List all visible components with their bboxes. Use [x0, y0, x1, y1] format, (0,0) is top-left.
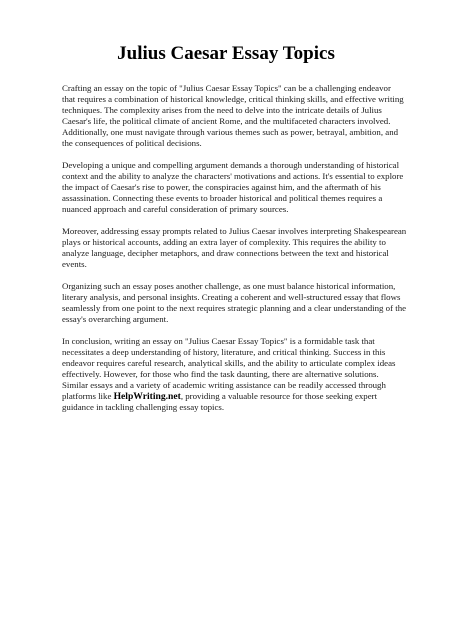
document-body [62, 83, 407, 424]
helpwriting-link[interactable]: HelpWriting.net [113, 391, 181, 402]
text-line: assassination. Connecting these events to broader historical and political themes requires a [62, 193, 383, 203]
text-line: the consequences of political decisions. [62, 138, 202, 148]
text-line: effectively. However, for those who find the task daunting, there are alternative solutions. [62, 369, 379, 379]
text-line: Additionally, one must navigate through various themes such as power, betrayal, ambition, and [62, 127, 399, 137]
link-line-prefix: platforms like [62, 391, 114, 401]
text-line: essay's overarching argument. [62, 314, 169, 324]
paragraph-1 [62, 83, 404, 149]
text-line: context and the ability to analyze the characters' motivations and actions. It's essential to explore [62, 171, 404, 181]
text-line: Crafting an essay on the topic of "Julius Caesar Essay Topics" can be a challenging endeavor [62, 83, 391, 93]
text-line: the impact of Caesar's rise to power, the conspiracies against him, and the aftermath of his [62, 182, 381, 192]
paragraph-2 [62, 160, 404, 215]
text-line: plays or historical accounts, adding an extra layer of complexity. This requires the ability to [62, 237, 386, 247]
text-line: necessitates a deep understanding of history, literature, and critical thinking. Success in this [62, 347, 386, 357]
text-line: Developing a unique and compelling argument demands a thorough understanding of historical [62, 160, 400, 170]
paragraph-4 [62, 281, 407, 325]
text-line: seamlessly from one point to the next requires strategic planning and a clear understanding of the [62, 303, 407, 313]
text-line: nuanced approach and careful consideration of primary sources. [62, 204, 289, 214]
text-line: analyze language, decipher metaphors, and draw connections between the text and historical [62, 248, 389, 258]
text-line: Similar essays and a variety of academic writing assistance can be readily accessed through [62, 380, 386, 390]
page-title: Julius Caesar Essay Topics [117, 43, 335, 64]
text-line: techniques. The complexity arises from the need to delve into the intricate details of Julius [62, 105, 382, 115]
link-line [62, 391, 394, 402]
text-line: Organizing such an essay poses another challenge, as one must balance historical information, [62, 281, 396, 291]
link-line-suffix: , providing a valuable resource for those seeking expert [180, 391, 378, 401]
text-line: that requires a combination of historical knowledge, critical thinking skills, and effective writing [62, 94, 404, 104]
text-line: guidance in tackling challenging essay topics. [62, 402, 225, 412]
text-line: In conclusion, writing an essay on "Julius Caesar Essay Topics" is a formidable task that [62, 336, 375, 346]
text-line: Caesar's life, the political climate of ancient Rome, and the multifaceted characters involved. [62, 116, 391, 126]
paragraph-3 [62, 226, 407, 270]
conclusion-paragraph [62, 336, 394, 413]
text-line: events. [62, 259, 87, 269]
text-line: Moreover, addressing essay prompts related to Julius Caesar involves interpreting Shakespearean [62, 226, 407, 236]
text-line: endeavor requires careful research, analytical skills, and the ability to articulate complex ideas [62, 358, 396, 368]
text-line: literary analysis, and personal insights. Creating a coherent and well-structured essay that flows [62, 292, 401, 302]
